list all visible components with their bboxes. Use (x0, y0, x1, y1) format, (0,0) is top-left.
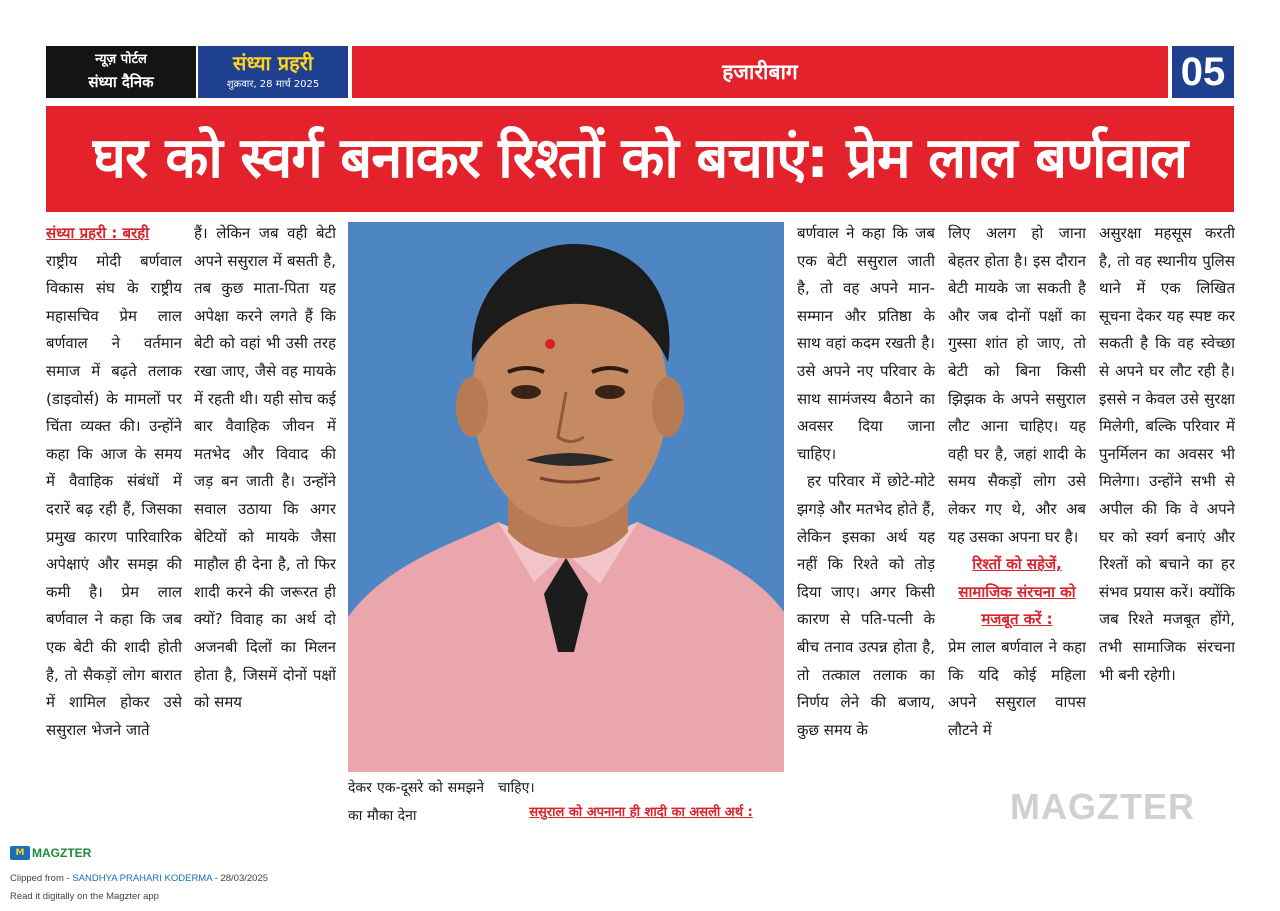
section-title: हजारीबाग (352, 46, 1168, 98)
article-column-3 (797, 220, 935, 832)
headline: घर को स्वर्ग बनाकर रिश्तों को बचाएं: प्रेम लाल बर्णवाल (92, 126, 1188, 191)
clipped-date: - 28/03/2025 (212, 873, 269, 884)
magzter-logo-icon: M (10, 846, 30, 860)
column-5-text: असुरक्षा महसूस करती है, तो वह स्थानीय पुलिस थाने में एक लिखित सूचना देकर यह स्पष्ट कर सकती है कि वह स्वेच्छा से अपने घर लौट रही है। इससे न केवल उसे सुरक्षा मिलेगी, बल्कि परिवार में पुनर्मिलन का अवसर भी मिलेगा। उन्होंने सभी से अपील की कि वे अपने घर को स्वर्ग बनाएं और रिश्तों को बचाने का हर संभव प्रयास करें। क्योंकि जब रिश्ते मजबूत होंगे, तभी सामाजिक संरचना भी बनी रहेगी। (1099, 224, 1235, 684)
headline-banner (46, 106, 1234, 212)
column-1-text: राष्ट्रीय मोदी बर्णवाल विकास संघ के राष्ट्रीय महासचिव प्रेम लाल बर्णवाल ने वर्तमान समाज में बढ़ते तलाक (डाइवोर्स) के मामलों पर चिंता व्यक्त की। उन्होंने कहा कि आज के समय में वैवाहिक संबंधों में दरारें बढ़ रही हैं, जिसका प्रमुख कारण पारिवारिक अपेक्षाएं और समझ की कमी है। प्रेम लाल बर्णवाल ने कहा कि जब एक बेटी की शादी होती है, तो सैकड़ों लोग बारात में शामिल होकर उसे ससुराल भेजने जाते (46, 251, 182, 739)
column-2-text: हैं। लेकिन जब वही बेटी अपने ससुराल में बसती है, तब कुछ माता-पिता यह अपेक्षा करने लगते हैं कि बेटी को वहां भी उसी तरह रखा जाए, जैसे वह मायके में रहती थी। यही सोच कई बार वैवाहिक जीवन में मतभेद और विवाद की जड़ बन जाती है। उन्होंने सवाल उठाया कि अगर बेटियों को मायके जैसा माहौल ही देना है, तो फिर शादी करने की जरूरत ही क्यों? विवाह का अर्थ दो अजनबी दिलों का मिलन होता है, जिसमें दोनों पक्षों को समय (194, 224, 336, 712)
page-number: 05 (1172, 46, 1234, 98)
portal-line-2: संध्या दैनिक (88, 73, 154, 91)
magzter-watermark: MAGZTER (1010, 786, 1195, 827)
subhead-sasural: ससुराल को अपनाना ही शादी का असली अर्थ : (529, 805, 753, 820)
subhead-rishte: रिश्तों को सहेजें, सामाजिक संरचना को मजबूत करें : (958, 555, 1076, 629)
clipped-source-link[interactable]: SANDHYA PRAHARI KODERMA (72, 873, 213, 884)
clipped-prefix: Clipped from - (10, 873, 73, 884)
photo-continued-text-2 (498, 774, 634, 802)
brand-name: संध्या प्रहरी (232, 51, 314, 75)
portrait-illustration (348, 222, 784, 772)
article-column-4 (948, 220, 1086, 832)
newspaper-brand (198, 46, 348, 98)
issue-date: शुक्रवार, 28 मार्च 2025 (226, 79, 320, 90)
portal-label (46, 46, 196, 98)
article-column-5 (1099, 220, 1235, 832)
column-3-para-1: बर्णवाल ने कहा कि जब एक बेटी ससुराल जाती है, तो वह अपने मान-सम्मान और प्रतिष्ठा के साथ वहां कदम रखती है। उसे अपने नए परिवार के साथ सामंजस्य बैठाने का अवसर दिया जाना चाहिए। (797, 224, 935, 463)
article-column-1 (46, 220, 182, 832)
clipped-from-line (10, 873, 268, 884)
portal-line-1: न्यूज़ पोर्टल (95, 52, 147, 67)
article-column-2 (194, 220, 336, 832)
column-4-para-1: लिए अलग हो जाना बेहतर होता है। इस दौरान बेटी मायके जा सकती है और जब दोनों पक्षों का गुस्सा शांत हो जाए, तो बेटी को बिना किसी झिझक के अपने ससुराल लौट आना चाहिए। यह वही घर है, जहां शादी के समय सैकड़ों लोग उसे लेकर गए थे, और अब यह उसका अपना घर है। (948, 224, 1086, 546)
dateline: संध्या प्रहरी : बरही (46, 224, 150, 242)
photo-continued-text: देकर एक-दूसरे को समझने का मौका देना (348, 780, 484, 824)
portrait-photo (348, 222, 784, 772)
continued-ending: चाहिए। (498, 780, 535, 796)
column-4-para-2: प्रेम लाल बर्णवाल ने कहा कि यदि कोई महिला अपने ससुराल वापस लौटने में (948, 637, 1086, 739)
magzter-logo[interactable] (10, 846, 91, 860)
read-digitally-line: Read it digitally on the Magzter app (10, 891, 159, 902)
magzter-logo-text: MAGZTER (32, 846, 92, 860)
column-3-para-2: हर परिवार में छोटे-मोटे झगड़े और मतभेद होते हैं, लेकिन इसका अर्थ यह नहीं कि रिश्ते को तोड़ दिया जाए। अगर किसी कारण से पति-पत्नी के बीच तनाव उत्पन्न होता है, तो तत्काल तलाक का निर्णय लेने की बजाय, कुछ समय के (797, 472, 935, 739)
